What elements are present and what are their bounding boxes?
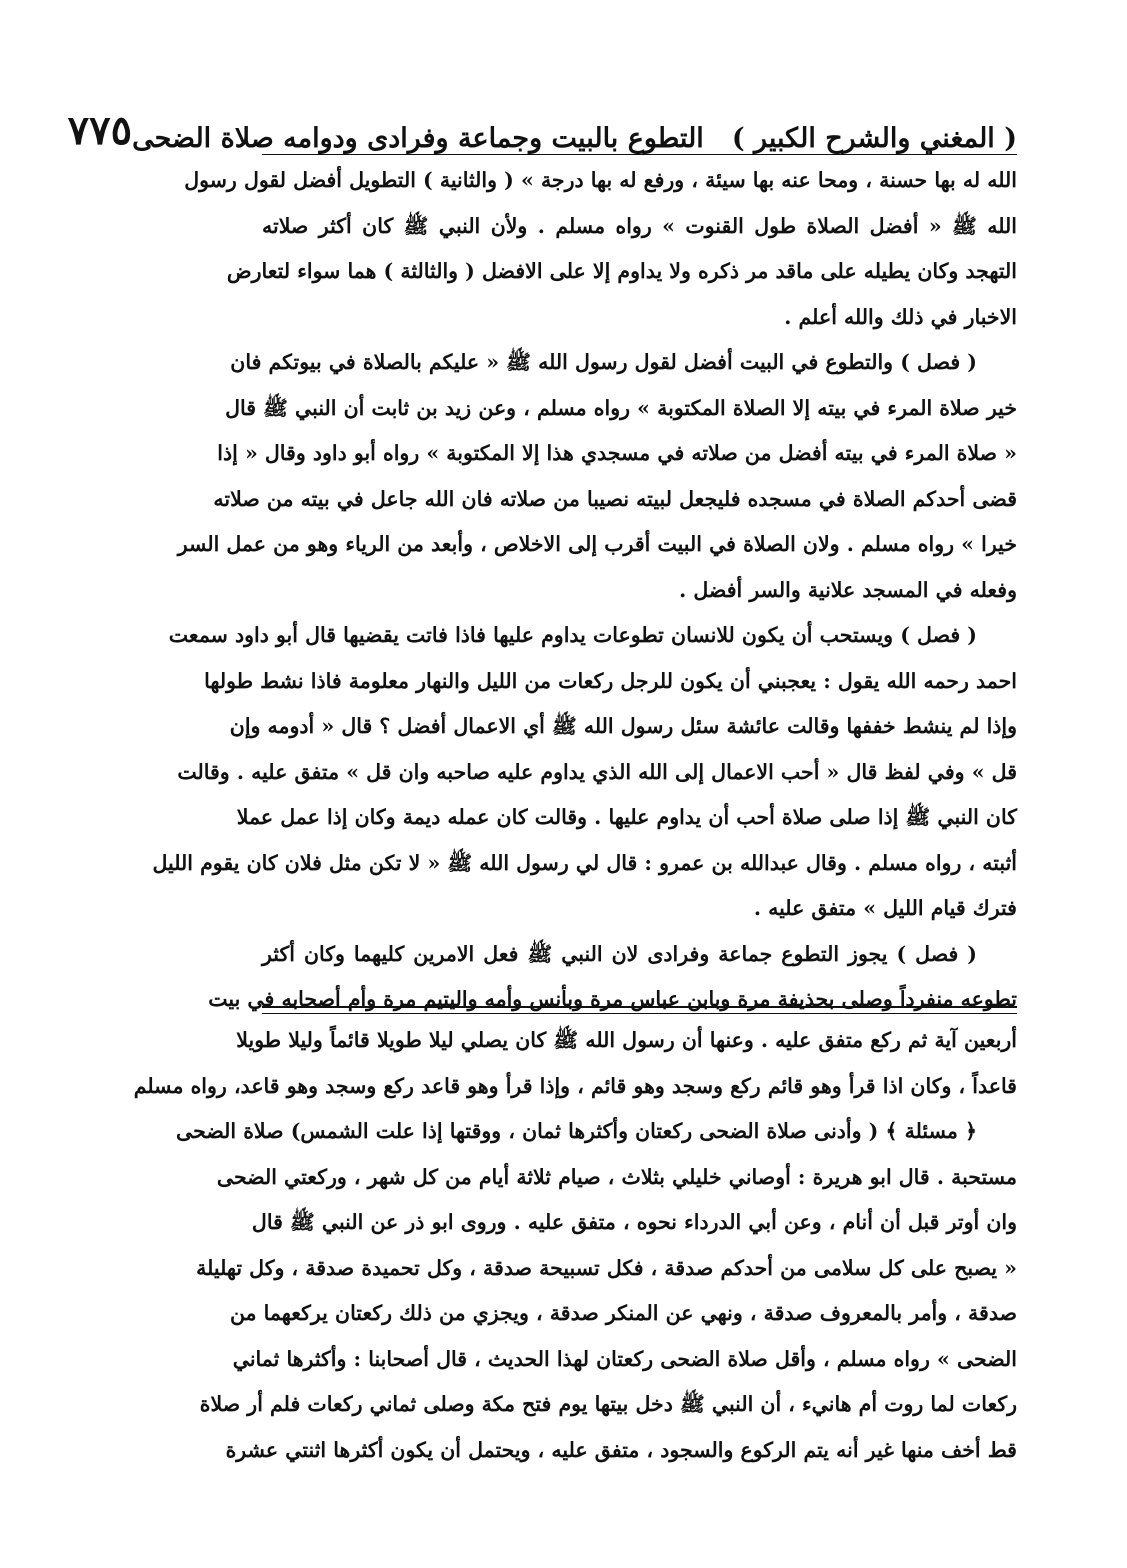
text-line: الضحى » رواه مسلم ، وأقل صلاة الضحى ركعتان لهذا الحديث ، قال أصحابنا : وأكثرها ثماني [232, 1346, 1017, 1371]
text-line: وفعله في المسجد علانية والسر أفضل . [679, 577, 1017, 602]
text-line: أربعين آية ثم ركع متفق عليه . وعنها أن رسول الله ﷺ كان يصلي ليلا طويلا قائماً وليلا طويلا [236, 1028, 1017, 1052]
text-line: الله له بها حسنة ، ومحا عنه بها سيئة ، ورفع له بها درجة » ( والثانية ) التطويل أفضل لقول رسول [184, 168, 1017, 192]
text-line: « يصبح على كل سلامى من أحدكم صدقة ، فكل تسبيحة صدقة ، وكل تحميدة صدقة ، وكل تهليلة [196, 1255, 1017, 1280]
commentary-text [133, 1018, 1017, 1473]
page-header [67, 100, 1017, 154]
section-separator [262, 1006, 1017, 1014]
text-line: كان النبي ﷺ إذا صلى صلاة أحب أن يداوم عليها . وقالت كان عمله ديمة وكان إذا عمل عملا [236, 805, 1017, 829]
text-line: وإذا لم ينشط خففها وقالت عائشة سئل رسول الله ﷺ أي الاعمال أفضل ؟ قال « أدومه وإن [229, 714, 1017, 738]
text-line: فترك قيام الليل » متفق عليه . [753, 896, 1017, 920]
text-line: الاخبار في ذلك والله أعلم . [784, 304, 1017, 329]
text-line: ( فصل ) والتطوع في البيت أفضل لقول رسول الله ﷺ « عليكم بالصلاة في بيوتكم فان [230, 350, 977, 374]
text-line: قط أخف منها غير أنه يتم الركوع والسجود ، متفق عليه ، ويحتمل أن يكون أكثرها اثنتي عشرة [225, 1437, 1017, 1462]
header-rule [262, 154, 1017, 155]
text-line: تطوعه منفرداً وصلى بحذيفة مرة وبابن عباس مرة وبأنس وأمه واليتيم مرة وأم أصحابه في بيت [208, 987, 1017, 1011]
text-line: مستحبة . قال ابو هريرة : أوصاني خليلي بثلاث ، صيام ثلاثة أيام من كل شهر ، وركعتي الضحى [216, 1164, 1017, 1189]
text-line: احمد رحمه الله يقول : يعجبني أن يكون للرجل ركعات من الليل والنهار معلومة فاذا نشط طولها [204, 668, 1017, 693]
main-text [152, 158, 1017, 1023]
text-line: صدقة ، وأمر بالمعروف صدقة ، ونهي عن المنكر صدقة ، ويجزي من ذلك ركعتان يركعهما من [229, 1301, 1017, 1325]
book-title: ( المغني والشرح الكبير ) [731, 123, 1017, 154]
text-line: ( فصل ) يجوز التطوع جماعة وفرادى لان النبي ﷺ فعل الامرين كليهما وكان أكثر [262, 941, 977, 966]
text-line: خير صلاة المرء في بيته إلا الصلاة المكتوبة » رواه مسلم ، وعن زيد بن ثابت أن النبي ﷺ قال [225, 395, 1017, 420]
page-number: ٧٧٥ [67, 107, 133, 154]
text-line: « صلاة المرء في بيته أفضل من صلاته في مسجدي هذا إلا المكتوبة » رواه أبو داود وقال « إذا [217, 441, 1017, 465]
text-line: التهجد وكان يطيله على ماقد مر ذكره ولا يداوم إلا على الافضل ( والثالثة ) هما سواء لتعارض [226, 259, 1017, 283]
text-line: ركعات لما روت أم هانيء ، أن النبي ﷺ دخل بيتها يوم فتح مكة وصلى ثماني ركعات فلم أر صلاة [199, 1392, 1017, 1416]
text-line: قضى أحدكم الصلاة في مسجده فليجعل لبيته نصيبا من صلاته فان الله جاعل في بيته من صلاته [213, 486, 1017, 511]
text-line: خيرا » رواه مسلم . ولان الصلاة في البيت أقرب إلى الاخلاص ، وأبعد من الرياء وهو من عمل السر [177, 532, 1017, 556]
text-line: قل » وفي لفظ قال « أحب الاعمال إلى الله الذي يداوم عليه صاحبه وان قل » متفق عليه . وقالت [177, 759, 1017, 784]
text-line: وان أوتر قبل أن أنام ، وعن أبي الدرداء نحوه ، متفق عليه . وروى ابو ذر عن النبي ﷺ قال [251, 1210, 1017, 1234]
text-line: ( فصل ) ويستحب أن يكون للانسان تطوعات يداوم عليها فاذا فاتت يقضيها قال أبو داود سمعت [168, 623, 977, 647]
text-line: ﴿ مسئلة ﴾ ( وأدنى صلاة الضحى ركعتان وأكثرها ثمان ، ووقتها إذا علت الشمس) صلاة الضحى [176, 1119, 977, 1143]
text-line: الله ﷺ « أفضل الصلاة طول القنوت » رواه مسلم . ولأن النبي ﷺ كان أكثر صلاته [262, 213, 1017, 238]
text-line: أثبته ، رواه مسلم . وقال عبدالله بن عمرو : قال لي رسول الله ﷺ « لا تكن مثل فلان كان يقوم الليل [152, 850, 1017, 875]
chapter-title: التطوع بالبيت وجماعة وفرادى ودوامه صلاة الضحى [132, 123, 704, 154]
text-line: قاعداً ، وكان اذا قرأ وهو قائم ركع وسجد وهو قائم ، وإذا قرأ وهو قاعد ركع وسجد وهو قاعد، رواه مسلم [133, 1073, 1017, 1098]
